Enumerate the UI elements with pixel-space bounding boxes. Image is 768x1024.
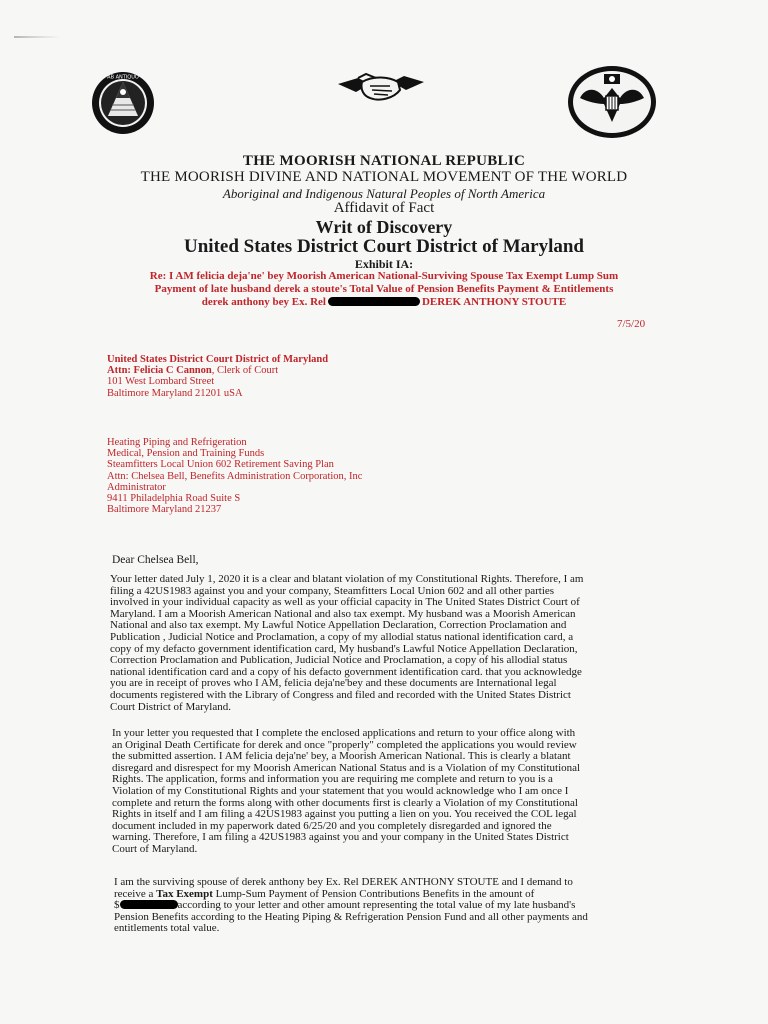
re-block bbox=[0, 270, 768, 309]
paragraph-2-line: In your letter you requested that I complete the enclosed applications and return to your office along with bbox=[112, 727, 576, 739]
paragraph-2-line: Violation of my Constitutional Rights and your statement that you would acknowledge who I am once I bbox=[112, 784, 569, 797]
re-line-3 bbox=[0, 296, 768, 309]
paragraph-1-line: Maryland. I am a Moorish American National and also tax exempt. My husband was a Moorish American bbox=[110, 607, 576, 620]
paragraph-1-line: involved in your individual capacity as well as your official capacity in The United States District Court of bbox=[110, 596, 580, 609]
paragraph-2-line: disregard and disrespect for my Moorish American National Status and is a Violation of my Constitutional bbox=[112, 761, 581, 774]
recipient-address-line-4: Attn: Chelsea Bell, Benefits Administration Corporation, Inc bbox=[107, 470, 363, 482]
header-affidavit: Affidavit of Fact bbox=[333, 200, 435, 216]
paragraph-1-line: filing a 42US1983 against you and your company, Steamfitters Local Union 602 and all other parties bbox=[110, 584, 555, 597]
court-address-line-2 bbox=[107, 365, 328, 376]
court-attn-title: , Clerk of Court bbox=[211, 365, 279, 377]
re-line-2: Payment of late husband derek a stoute's Total Value of Pension Benefits Payment & Entitlements bbox=[154, 283, 614, 295]
paragraph-2-line: warning. Therefore, I am filing a 42US1983 against you and your company in the United States District bbox=[112, 831, 569, 844]
paragraph-2-line: document included in my paperwork dated 6/25/20 and you completely disregarded and ignored the bbox=[112, 819, 552, 832]
header-republic: THE MOORISH NATIONAL REPUBLIC bbox=[242, 153, 526, 169]
paragraph-1-line: Your letter dated July 1, 2020 it is a clear and blatant violation of my Constitutional Rights. Therefore, I am bbox=[110, 573, 584, 585]
paragraph-1-line: Publication , Judicial Notice and Proclamation, a copy of my allodial status national identification card, a bbox=[110, 630, 574, 643]
paragraph-2-line: the submitted assertion. I AM felicia deja'ne' bey, a Moorish American National. This is clearly a blatant bbox=[112, 750, 571, 763]
re-line-3-pre: derek anthony bey Ex. Rel bbox=[201, 296, 326, 308]
paragraph-1-line: Court District of Maryland. bbox=[110, 700, 231, 713]
paragraph-3-line-3-post: according to your letter and other amount representing the total value of my late husband's bbox=[177, 899, 576, 912]
re-line-1: Re: I AM felicia deja'ne' bey Moorish American National-Surviving Spouse Tax Exempt Lump Sum bbox=[149, 270, 619, 282]
redaction-bar bbox=[328, 297, 420, 306]
recipient-address-line-3: Steamfitters Local Union 602 Retirement Saving Plan bbox=[107, 459, 334, 471]
paragraph-1-line: Correction Proclamation and Publication, Judicial Notice and Proclamation, a copy of his allodial status bbox=[110, 654, 568, 667]
handshake-icon bbox=[336, 70, 426, 106]
header-peoples: Aboriginal and Indigenous Natural Peoples of North America bbox=[222, 186, 546, 201]
paragraph-2-line: an Original Death Certificate for derek and once "properly" completed the applications you would review bbox=[112, 738, 577, 751]
paragraph-1-line: documents registered with the Library of Congress and filed and recorded with the United States District bbox=[110, 688, 571, 701]
eagle-seal-icon bbox=[566, 64, 658, 140]
paragraph-3-line-1: I am the surviving spouse of derek anthony bey Ex. Rel DEREK ANTHONY STOUTE and I demand to bbox=[114, 876, 573, 888]
paragraph-1-line: copy of my defacto government identification card, My husband's Lawful Notice Appellation Declaration, bbox=[110, 642, 578, 655]
paragraph-2-line: Rights in itself and I am filing a 42US1983 against you putting a lien on you. You received the COL legal bbox=[112, 808, 577, 821]
recipient-address-line-1: Heating Piping and Refrigeration bbox=[107, 437, 247, 448]
header-writ: Writ of Discovery bbox=[315, 217, 453, 237]
court-address bbox=[107, 354, 328, 399]
paragraph-3-line-2-pre: receive a bbox=[114, 887, 157, 900]
paragraph-1-line: national identification card and a copy of his defacto government identification card. that you acknowledge bbox=[110, 665, 582, 678]
letter-date: 7/5/20 bbox=[617, 318, 646, 330]
recipient-address-line-7: Baltimore Maryland 21237 bbox=[107, 504, 222, 516]
recipient-address-line-6: 9411 Philadelphia Road Suite S bbox=[107, 493, 241, 505]
paragraph-2-line: Rights. The application, forms and information you are requiring me complete and return to you is a bbox=[112, 773, 553, 786]
paragraph-1-line: National and also tax exempt. My Lawful Notice Appellation Declaration, Correction Proclamation and bbox=[110, 619, 567, 632]
header-exhibit: Exhibit IA: bbox=[354, 257, 414, 271]
recipient-address bbox=[107, 437, 362, 515]
dollar-sign: $ bbox=[114, 899, 120, 912]
header-movement: THE MOORISH DIVINE AND NATIONAL MOVEMENT OF THE WORLD bbox=[140, 169, 628, 185]
header-court: United States District Court District of Maryland bbox=[184, 236, 584, 257]
scan-artifact bbox=[14, 36, 60, 38]
court-address-line-1: United States District Court District of Maryland bbox=[107, 354, 329, 365]
paragraph-2-line: complete and return the forms along with other documents first is clearly a Violation of my Constitutional bbox=[112, 796, 578, 809]
paragraph-3-line-4: Pension Benefits according to the Heating Piping & Refrigeration Pension Fund and all other payments and bbox=[114, 910, 588, 923]
seal-ring-text: AB ANTIQUO bbox=[107, 74, 139, 81]
recipient-address-line-2: Medical, Pension and Training Funds bbox=[107, 448, 265, 460]
court-address-line-4: Baltimore Maryland 21201 uSA bbox=[107, 387, 243, 399]
paragraph-1-line: you are in receipt of proves who I AM, felicia deja'ne'bey and these documents are International legal bbox=[110, 677, 557, 690]
court-attn-name: Attn: Felicia C Cannon bbox=[107, 365, 212, 377]
salutation: Dear Chelsea Bell, bbox=[112, 554, 199, 566]
paragraph-3 bbox=[114, 877, 588, 935]
paragraph-3-line-2-post: Lump-Sum Payment of Pension Contributions Benefits in the amount of bbox=[212, 887, 535, 900]
paragraph-1 bbox=[110, 574, 583, 713]
paragraph-2-line: Court of Maryland. bbox=[112, 842, 198, 855]
re-line-3-post: DEREK ANTHONY STOUTE bbox=[421, 296, 567, 308]
amount-redaction-bar bbox=[120, 900, 178, 909]
paragraph-3-line-5: entitlements total value. bbox=[114, 922, 220, 935]
paragraph-2 bbox=[112, 728, 580, 856]
tax-exempt-bold: Tax Exempt bbox=[156, 887, 213, 900]
court-address-line-3: 101 West Lombard Street bbox=[107, 376, 215, 388]
pyramid-seal-icon bbox=[90, 70, 156, 136]
recipient-address-line-5: Administrator bbox=[107, 481, 166, 493]
